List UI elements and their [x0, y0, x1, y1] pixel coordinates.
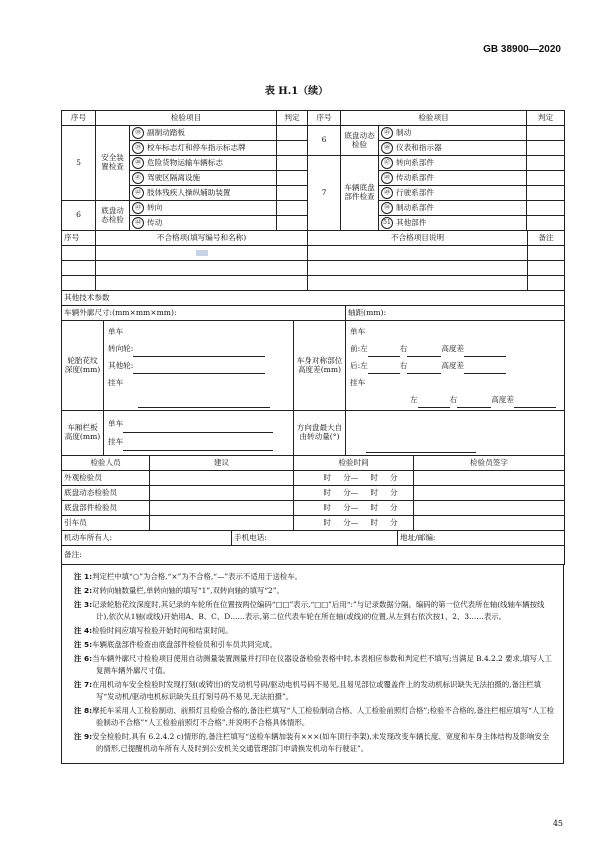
inspection-item: ㊺ 制动 [379, 126, 527, 141]
fail-remark-cell[interactable] [528, 261, 565, 276]
header-seq: 序号 [62, 231, 96, 246]
fail-seq-cell[interactable] [62, 261, 96, 276]
judge-cell[interactable] [527, 171, 565, 186]
fail-desc-cell[interactable] [308, 276, 528, 291]
fail-remark-cell[interactable] [528, 276, 565, 291]
group-name: 车辆底盘部件检查 [341, 156, 379, 231]
judge-cell[interactable] [527, 126, 565, 141]
note: 注 8:摩托车采用人工检验制动、前照灯且检验合格的,备注栏填写“人工检验制动合格、人工检验前照灯合格”;检验不合格的,备注栏相应填写“人工检验制动不合格”“人工检验前照灯不合格”,并说明不合格具体情形。 [74, 706, 555, 727]
inspection-item: ㊾ 行驶系部件 [379, 186, 527, 201]
owner-table [61, 530, 565, 565]
inspection-item: 51 其他部件 [379, 216, 527, 231]
judge-cell[interactable] [277, 186, 308, 201]
group-name: 安全装置检查 [96, 126, 130, 201]
judge-cell[interactable] [277, 201, 308, 216]
time-cell[interactable]: 时 分— 时 分 [294, 486, 414, 501]
inspection-item: ㊼ 转向系部件 [379, 156, 527, 171]
group-number: 6 [62, 201, 96, 231]
group-number: 6 [308, 126, 341, 156]
address-field[interactable]: 地址/邮编: [398, 531, 565, 546]
judge-cell[interactable] [527, 186, 565, 201]
header-seq: 序号 [62, 111, 96, 126]
note: 注 4:检验时间应填写检验开始时间和结束时间。 [74, 626, 233, 635]
body-height-diff-label: 车身对称部位高度差(mm) [294, 321, 346, 411]
page-number: 45 [552, 819, 563, 828]
time-cell[interactable]: 时 分— 时 分 [294, 471, 414, 486]
inspector-role: 底盘动态检验员 [62, 486, 150, 501]
judge-cell[interactable] [527, 156, 565, 171]
fail-desc-cell[interactable] [308, 261, 528, 276]
inspection-item: ㊿ 制动系部件 [379, 201, 527, 216]
fail-remark-cell[interactable] [528, 246, 565, 261]
header-remark: 备注 [528, 231, 565, 246]
header-item: 检验项目 [96, 111, 277, 126]
judge-cell[interactable] [527, 201, 565, 216]
group-name: 底盘动态检验 [341, 126, 379, 156]
inspection-item: ㊷ 肢体残疾人操纵辅助装置 [130, 186, 277, 201]
fail-item-cell[interactable] [96, 276, 308, 291]
staff-table [61, 455, 565, 531]
rail-height-fields[interactable]: 单车 挂车 [104, 411, 294, 456]
inspection-item: ㊻ 仪表和指示器 [379, 141, 527, 156]
inspection-item: ㊶ 驾驶区隔离设施 [130, 171, 277, 186]
steering-free-play-label: 方向盘最大自由转动量(°) [294, 411, 346, 456]
judge-cell[interactable] [527, 141, 565, 156]
header-item: 检验项目 [341, 111, 527, 126]
inspector-role: 引车员 [62, 516, 150, 531]
judge-cell[interactable] [277, 171, 308, 186]
note: 注 2:对转向轴数量栏,单转向轴的填写“1”,双转向轴的填写“2”。 [74, 586, 284, 595]
advice-cell[interactable] [150, 516, 294, 531]
fail-item-cell[interactable] [96, 261, 308, 276]
inspector-role: 外观检验员 [62, 471, 150, 486]
group-number: 5 [62, 126, 96, 201]
owner-field[interactable]: 机动车所有人: [62, 531, 232, 546]
signature-cell[interactable] [414, 486, 565, 501]
inspection-item: ㊳ 副制动踏板 [130, 126, 277, 141]
note: 注 7:在用机动车安全检验时发现打刻(或铸出)的发动机号码/驱动电机号码不易见,且易见部位或覆盖件上的发动机标识缺失无法拍摄的,备注栏填写“发动机/驱动电机标识缺失且打刻号码不易见,无法拍摄”。 [74, 680, 542, 701]
inspector-role: 底盘部件检验员 [62, 501, 150, 516]
inspection-form [61, 110, 564, 839]
tire-depth-label: 轮胎花纹深度(mm) [62, 321, 104, 411]
inspection-item: ㊴ 校车标志灯和停车指示标志牌 [130, 141, 277, 156]
note: 注 5:车辆底盘部件检查由底盘部件检验员和引车员共同完成。 [74, 640, 277, 649]
header-seq: 序号 [308, 111, 341, 126]
note: 注 1:判定栏中填“○”为合格,“×”为不合格,“—”表示不适用于送检车。 [74, 572, 303, 581]
advice-cell[interactable] [150, 471, 294, 486]
advice-cell[interactable] [150, 501, 294, 516]
judge-cell[interactable] [277, 216, 308, 231]
inspection-item: ㊵ 危险货物运输车辆标志 [130, 156, 277, 171]
tech-params-table [61, 290, 565, 456]
rail-height-label: 车厢栏板高度(mm) [62, 411, 104, 456]
body-height-fields[interactable]: 单车 前:左 右 高度差 后:左 右 高度差 挂车 左 右 高度差 [346, 321, 565, 411]
header-judge: 判定 [277, 111, 308, 126]
judge-cell[interactable] [277, 156, 308, 171]
note: 注 9:安全检验时,具有 6.2.4.2 c)情形的,备注栏填写“送检车辆加装有×××(如车顶行李架),未发现改变车辆长度、宽度和车身主体结构及影响安全的情形,已提醒机动车所有人及时到公安机关交通管理部门申请换发机动车行驶证”。 [74, 732, 550, 753]
signature-cell[interactable] [414, 471, 565, 486]
group-name: 底盘动态检验 [96, 201, 130, 231]
inspection-item: ㊹ 传动 [130, 216, 277, 231]
other-params-label: 其他技术参数 [62, 291, 565, 306]
inspection-item: ㊸ 转向 [130, 201, 277, 216]
judge-cell[interactable] [527, 216, 565, 231]
header-advice: 建议 [150, 456, 294, 471]
judge-cell[interactable] [277, 126, 308, 141]
note: 注 6:当车辆外廓尺寸检验项目使用自动测量装置测量并打印在仪器设备检验表格中时,本表相应参数和判定栏不填写;当满足 B.4.2.2 要求,填写人工复测车辆外廓尺寸值。 [74, 654, 552, 675]
vehicle-dimensions-field[interactable]: 车辆外廓尺寸:(mm×mm×mm): [62, 306, 346, 321]
inspection-item: ㊽ 传动系部件 [379, 171, 527, 186]
header-fail-desc: 不合格项目说明 [308, 231, 528, 246]
fail-seq-cell[interactable] [62, 276, 96, 291]
notes-box [61, 565, 564, 764]
steering-free-play-field[interactable] [346, 411, 565, 456]
fail-desc-cell[interactable] [308, 246, 528, 261]
stamp-mark [196, 250, 208, 256]
table-title: 表 H.1（续） [264, 86, 329, 97]
note: 注 3:记录轮胎花纹深度时,其记录的车轮所在位置按两位编码“□□”表示,“□□”后用“:”与记录数据分隔。编码的第一位代表所在轴(线轴车辆按线计),依次从1轴(或线)开始用A、B、C、D……表示,第二位代表车轮在所在轴(或线)的位置,从左到右依次按1、2、3……表示。 [74, 600, 545, 621]
group-number: 7 [308, 156, 341, 231]
signature-cell[interactable] [414, 516, 565, 531]
judge-cell[interactable] [277, 141, 308, 156]
header-inspector: 检验人员 [62, 456, 150, 471]
signature-cell[interactable] [414, 501, 565, 516]
fail-item-cell[interactable] [96, 246, 308, 261]
fail-seq-cell[interactable] [62, 246, 96, 261]
inspection-items-table [61, 110, 565, 231]
phone-field[interactable]: 手机电话: [232, 531, 398, 546]
failed-items-table [61, 230, 565, 291]
tire-depth-fields[interactable]: 单车 转向轮: 其他轮: 挂车 [104, 321, 294, 411]
standard-code: GB 38900—2020 [483, 44, 561, 55]
wheelbase-field[interactable]: 轴距(mm): [346, 306, 565, 321]
advice-cell[interactable] [150, 486, 294, 501]
remark-field[interactable]: 备注: [62, 546, 565, 565]
header-signature: 检验员签字 [414, 456, 565, 471]
time-cell[interactable]: 时 分— 时 分 [294, 501, 414, 516]
header-judge: 判定 [527, 111, 565, 126]
header-fail-item: 不合格项(填写编号和名称) [96, 231, 308, 246]
time-cell[interactable]: 时 分— 时 分 [294, 516, 414, 531]
header-time: 检验时间 [294, 456, 414, 471]
